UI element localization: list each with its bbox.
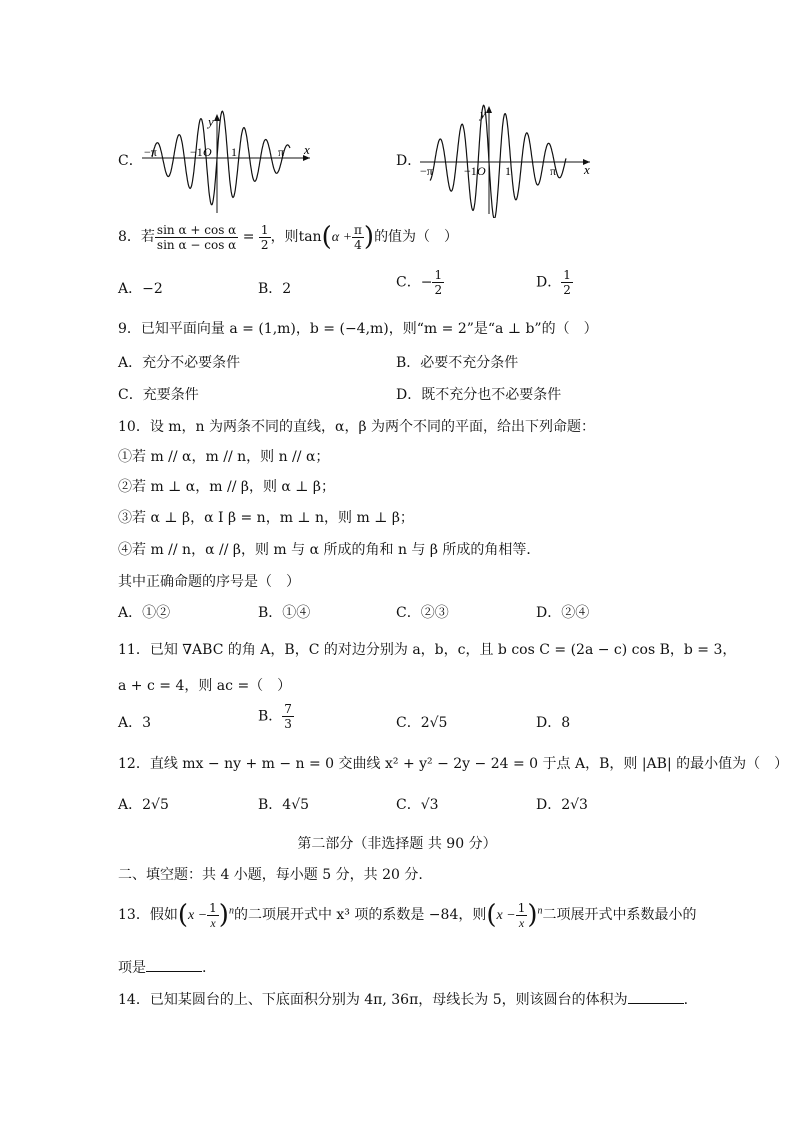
q10-statement-4: ④若 m // n，α // β，则 m 与 α 所成的角和 n 与 β 所成的角相等． (118, 542, 541, 558)
q10-statement-1: ①若 m // α，m // n，则 n // α； (118, 449, 330, 465)
q12-option-b[interactable]: B．4√5 (258, 797, 310, 813)
c-one: 1 (231, 145, 237, 159)
q8-pi-quarter: $\frac{\pi}{4}$ (354, 222, 362, 252)
q14-answer-blank[interactable] (628, 991, 684, 1004)
q11-option-b[interactable]: B． $\frac{7}{3}$ (258, 702, 292, 731)
option-c-label: C． (118, 153, 143, 169)
question-14: 14．已知某圆台的上、下底面积分别为 4π, 36π，母线长为 5，则该圆台的体积为 . (118, 992, 689, 1008)
d-neg-pi: −π (420, 164, 433, 178)
q10-option-c[interactable]: C．②③ (396, 605, 449, 621)
q12-option-a[interactable]: A．2√5 (118, 797, 169, 813)
question-11-line2: a + c = 4，则 ac =（ ） (118, 678, 292, 694)
q9-option-a[interactable]: A．充分不必要条件 (118, 355, 241, 371)
q10-ask: 其中正确命题的序号是（ ） (118, 574, 300, 590)
q8-option-a[interactable]: A．−2 (118, 281, 163, 297)
q8-half: $\frac{1}{2}$ (260, 222, 269, 252)
d-y-label: y (480, 106, 486, 121)
question-9: 9．已知平面向量 a = (1,m)，b = (−4,m)，则“m = 2”是“a ⊥ b”的（ ） (118, 321, 598, 337)
q11-option-a[interactable]: A．3 (118, 715, 152, 731)
d-neg-one: −1 (464, 164, 477, 178)
option-c-graph (118, 108, 318, 218)
c-pi: π (278, 145, 285, 159)
graph-c-svg (140, 108, 320, 218)
q10-statement-3: ③若 α ⊥ β，α I β = n，m ⊥ n，则 m ⊥ β； (118, 510, 414, 526)
part-2-heading: 第二部分（非选择题 共 90 分） (297, 836, 497, 852)
d-x-label: x (584, 162, 590, 177)
question-12: 12．直线 mx − ny + m − n = 0 交曲线 x² + y² − 2y − 24 = 0 于点 A，B，则 |AB| 的最小值为（ ） (118, 756, 789, 772)
q8-option-c[interactable]: C．− $\frac{1}{2}$ (396, 268, 443, 297)
question-8: 8．若 $\frac{\text{sin α + cos α}}{\text{sin α − cos α}}$ = $\frac{1}{2}$ ，则tan(α + $\frac{\pi}{4}$ )的值为（ ） (118, 222, 459, 252)
q9-option-c[interactable]: C．充要条件 (118, 387, 199, 403)
graph-d-svg (418, 100, 598, 218)
question-10: 10．设 m，n 为两条不同的直线，α，β 为两个不同的平面，给出下列命题： (118, 419, 596, 435)
c-x-label: x (304, 142, 310, 157)
c-neg-one: −1 (190, 145, 203, 159)
question-13: 13．假如(x − $\frac{1}{x}$ )$^n$的二项展开式中 x³ 项的系数是 −84，则(x − $\frac{1}{x}$ )$^n$二项展开式中系数最小的 (118, 900, 697, 930)
d-pi: π (550, 164, 557, 178)
q9-option-d[interactable]: D．既不充分也不必要条件 (396, 387, 562, 403)
q10-option-b[interactable]: B．①④ (258, 605, 311, 621)
q8-fraction: $\frac{\text{sin α + cos α}}{\text{sin α − cos α}}$ (156, 222, 237, 252)
q10-statement-2: ②若 m ⊥ α，m // β，则 α ⊥ β； (118, 479, 336, 495)
q9-option-b[interactable]: B．必要不充分条件 (396, 355, 519, 371)
d-one: 1 (505, 164, 511, 178)
q13-answer-blank[interactable] (146, 959, 202, 972)
q8-option-d[interactable]: D． $\frac{1}{2}$ (536, 268, 571, 297)
q8-option-b[interactable]: B．2 (258, 281, 292, 297)
q11-option-c[interactable]: C．2√5 (396, 715, 448, 731)
q10-option-d[interactable]: D．②④ (536, 605, 590, 621)
option-d-graph (396, 100, 596, 218)
q11-option-d[interactable]: D．8 (536, 715, 571, 731)
d-origin: O (477, 164, 486, 178)
q10-option-a[interactable]: A．①② (118, 605, 171, 621)
q12-option-c[interactable]: C．√3 (396, 797, 439, 813)
section-2-heading: 二、填空题：共 4 小题，每小题 5 分，共 20 分. (118, 867, 423, 883)
option-d-label: D． (396, 153, 422, 169)
question-11-line1: 11．已知 ∇ABC 的角 A，B，C 的对边分别为 a，b，c，且 b cos C = (2a − c) cos B，b = 3， (118, 642, 737, 658)
q12-option-d[interactable]: D．2√3 (536, 797, 588, 813)
c-neg-pi: −π (144, 145, 157, 159)
question-13-line2: 项是 . (118, 960, 207, 976)
c-origin: O (203, 145, 212, 159)
c-y-label: y (208, 114, 214, 129)
